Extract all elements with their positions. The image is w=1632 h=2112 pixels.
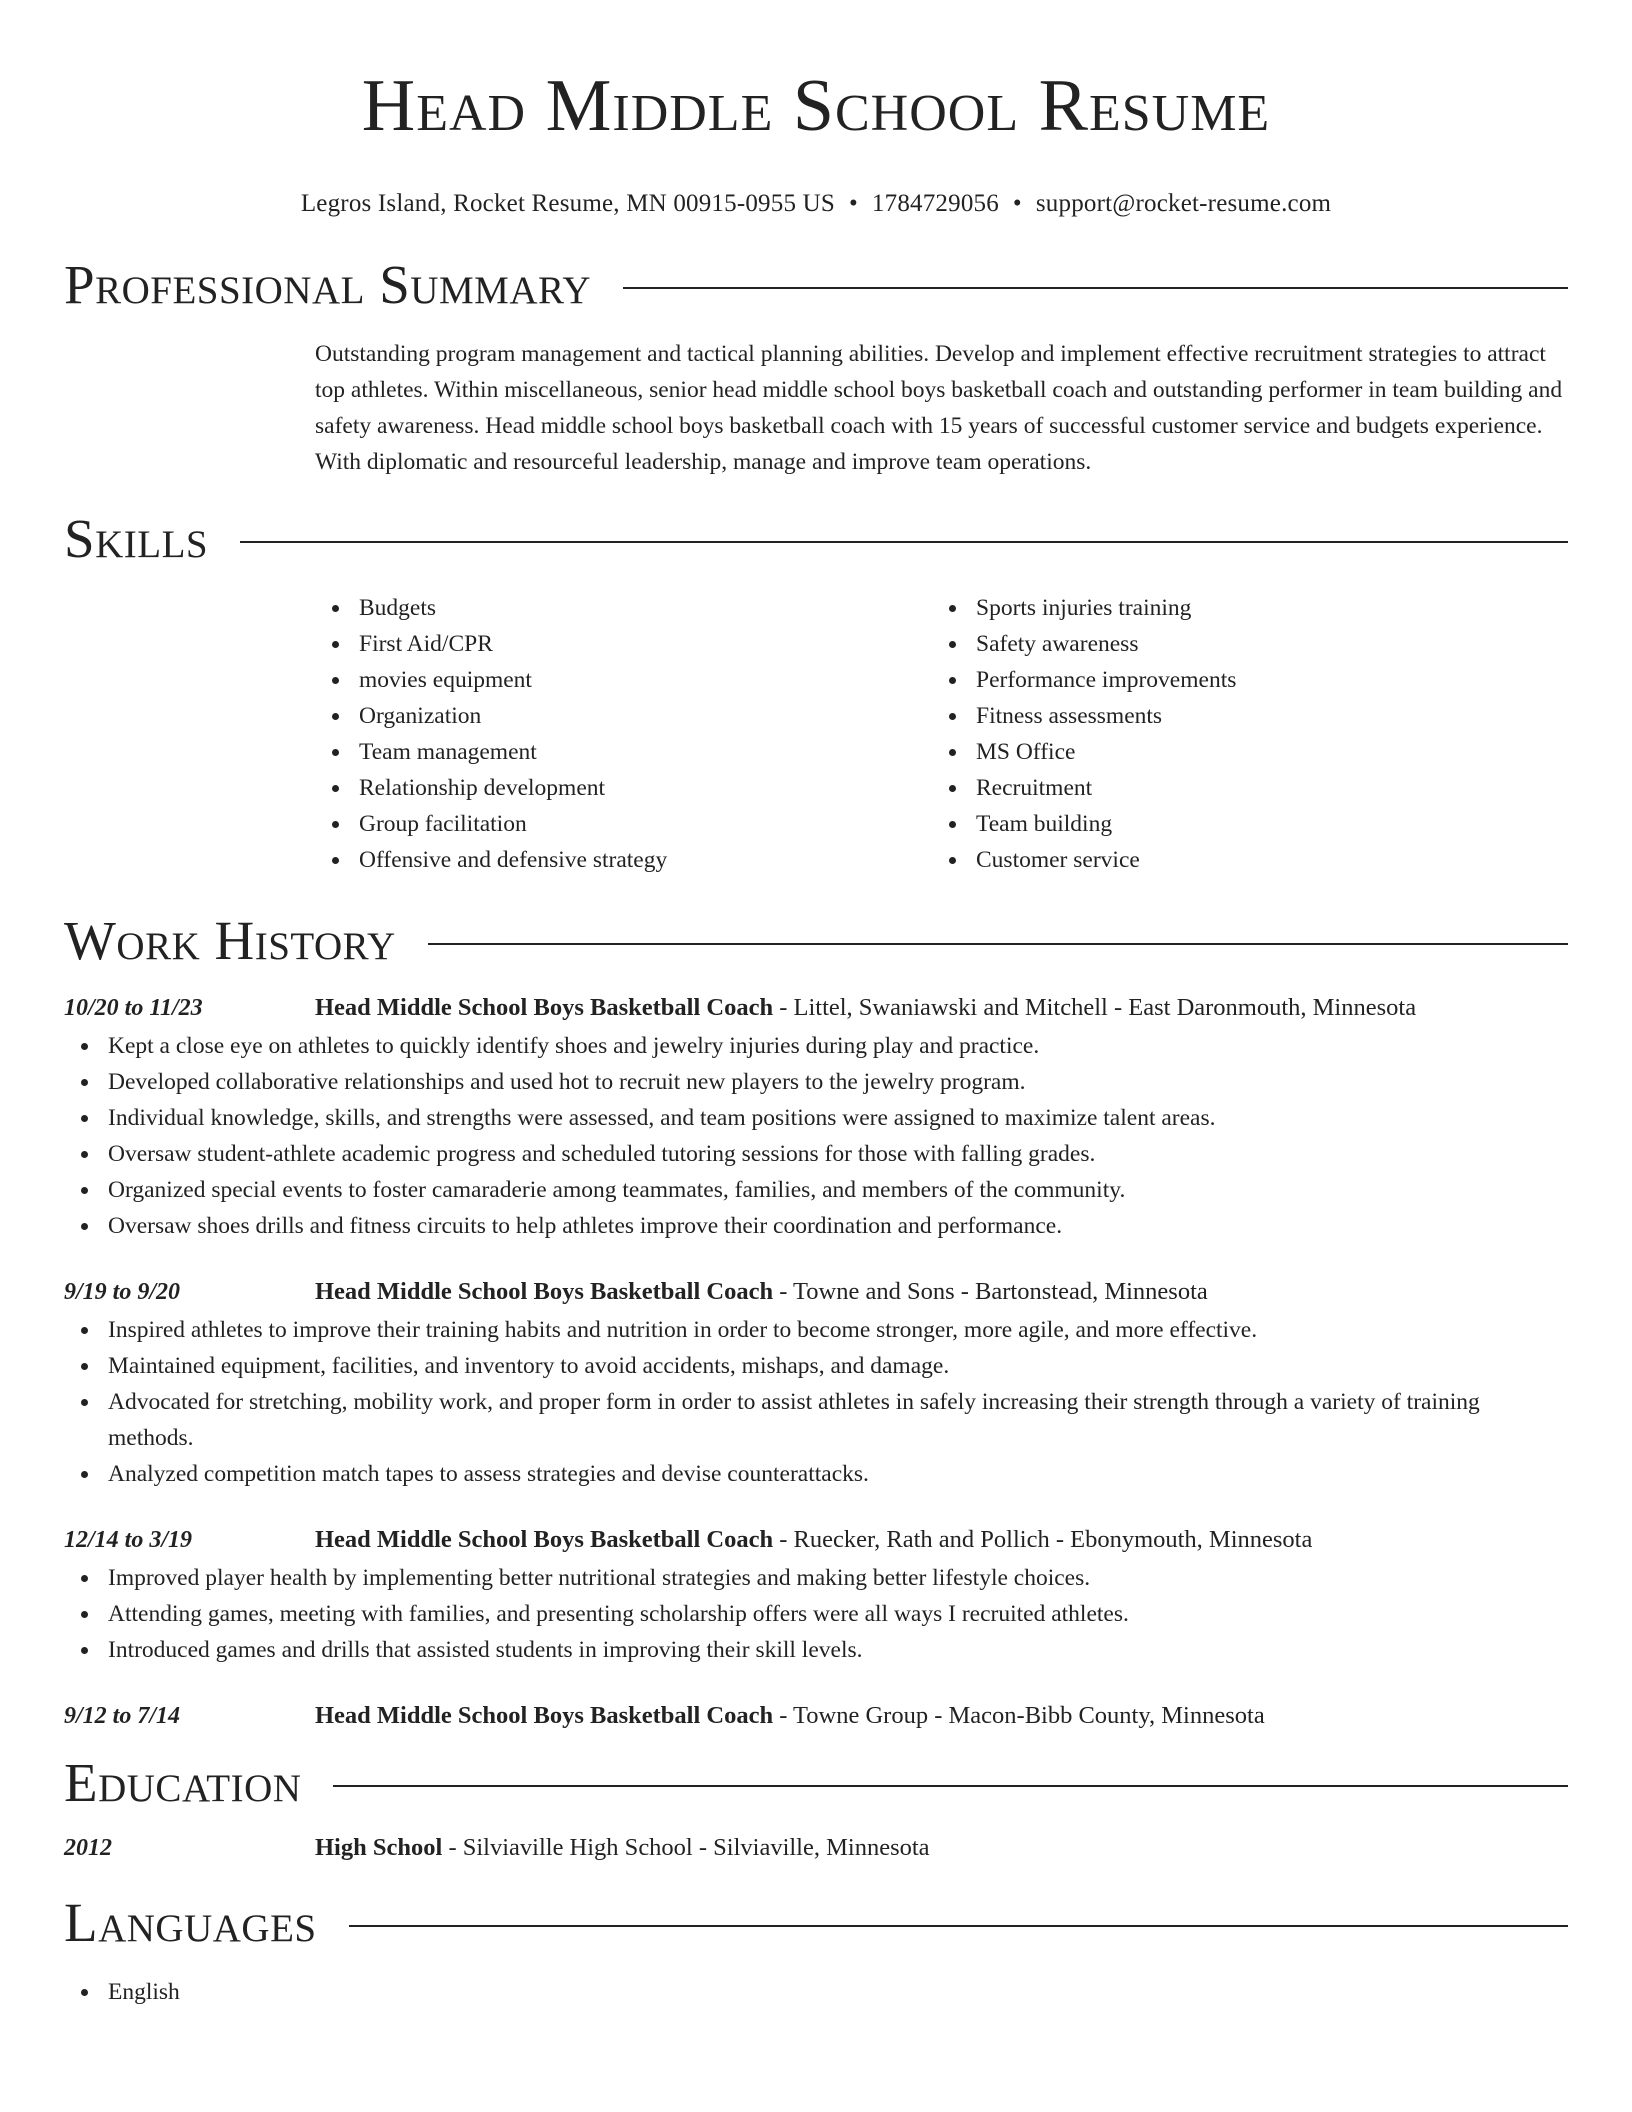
job-entry xyxy=(64,1696,1568,1736)
contact-separator: • xyxy=(848,190,858,217)
work-section-header xyxy=(64,908,1568,974)
skill-item: Sports injuries training xyxy=(976,590,1549,626)
job-title: Head Middle School Boys Basketball Coach xyxy=(315,1702,774,1729)
section-divider xyxy=(349,1925,1568,1927)
education-entry xyxy=(64,1828,1568,1868)
education-details: - Silviaville High School - Silviaville, Minnesota xyxy=(442,1834,930,1861)
skill-item: Safety awareness xyxy=(976,626,1549,662)
summary-text: Outstanding program management and tactical planning abilities. Develop and implement effective recruitment strategies to attract top athletes. Within miscellaneous, senior head middle school boys basketball coach and outstanding performer in team building and safety awareness. Head middle school boys basketball coach with 15 years of successful customer service and budgets experience. With diplomatic and resourceful leadership, manage and improve team operations. xyxy=(315,341,1563,475)
job-bullet: Inspired athletes to improve their training habits and nutrition in order to become stronger, more agile, and more effective. xyxy=(108,1312,1568,1348)
skill-item: Performance improvements xyxy=(976,662,1549,698)
job-details: - Towne and Sons - Bartonstead, Minnesota xyxy=(773,1278,1208,1305)
job-bullet: Oversaw shoes drills and fitness circuits to help athletes improve their coordination and performance. xyxy=(108,1208,1568,1244)
job-title: Head Middle School Boys Basketball Coach xyxy=(315,1526,774,1553)
job-entry xyxy=(64,1272,1568,1492)
skill-item: MS Office xyxy=(976,734,1549,770)
contact-line xyxy=(64,190,1568,218)
skill-item: movies equipment xyxy=(359,662,932,698)
skill-item: Organization xyxy=(359,698,932,734)
skill-item: Budgets xyxy=(359,590,932,626)
contact-address: Legros Island, Rocket Resume, MN 00915-0955 US xyxy=(300,190,835,217)
skill-item: Fitness assessments xyxy=(976,698,1549,734)
work-heading: Work History xyxy=(64,910,396,971)
job-entry xyxy=(64,1520,1568,1668)
job-bullets xyxy=(64,1560,1568,1668)
skill-item: Team building xyxy=(976,806,1549,842)
skill-item: Offensive and defensive strategy xyxy=(359,842,932,878)
job-bullet: Introduced games and drills that assisted students in improving their skill levels. xyxy=(108,1632,1568,1668)
contact-separator: • xyxy=(1012,190,1022,217)
education-heading: Education xyxy=(64,1752,302,1813)
skills-column-left xyxy=(315,590,932,878)
job-entry xyxy=(64,988,1568,1244)
job-role xyxy=(315,988,1416,1028)
languages-heading: Languages xyxy=(64,1892,317,1953)
job-bullet: Improved player health by implementing better nutritional strategies and making better lifestyle choices. xyxy=(108,1560,1568,1596)
job-bullet: Maintained equipment, facilities, and inventory to avoid accidents, mishaps, and damage. xyxy=(108,1348,1568,1384)
page-title: Head Middle School Resume xyxy=(361,65,1271,147)
job-bullet: Kept a close eye on athletes to quickly identify shoes and jewelry injuries during play and practice. xyxy=(108,1028,1568,1064)
section-divider xyxy=(240,541,1568,543)
job-details: - Towne Group - Macon-Bibb County, Minnesota xyxy=(773,1702,1265,1729)
job-title: Head Middle School Boys Basketball Coach xyxy=(315,994,774,1021)
section-divider xyxy=(623,287,1568,289)
summary-section-header xyxy=(64,252,1568,318)
skills-column-right xyxy=(932,590,1549,878)
education-degree: High School xyxy=(315,1834,443,1861)
skill-item: Customer service xyxy=(976,842,1549,878)
skills-section-header xyxy=(64,506,1568,572)
job-date: 12/14 to 3/19 xyxy=(64,1527,193,1553)
skills-heading: Skills xyxy=(64,508,209,569)
job-title: Head Middle School Boys Basketball Coach xyxy=(315,1278,774,1305)
languages-section-header xyxy=(64,1890,1568,1956)
job-date: 10/20 to 11/23 xyxy=(64,995,203,1021)
job-role xyxy=(315,1272,1208,1312)
job-details: - Littel, Swaniawski and Mitchell - East Daronmouth, Minnesota xyxy=(773,994,1417,1021)
job-bullet: Analyzed competition match tapes to assess strategies and devise counterattacks. xyxy=(108,1456,1568,1492)
skills-list xyxy=(315,590,1568,878)
job-role xyxy=(315,1520,1312,1560)
job-bullets xyxy=(64,1028,1568,1244)
languages-list xyxy=(64,1974,1568,2010)
skill-item: Relationship development xyxy=(359,770,932,806)
skill-item: Team management xyxy=(359,734,932,770)
contact-email: support@rocket-resume.com xyxy=(1035,190,1332,217)
education-role xyxy=(315,1828,930,1868)
job-bullet: Individual knowledge, skills, and strengths were assessed, and team positions were assigned to maximize talent areas. xyxy=(108,1100,1568,1136)
job-date: 9/19 to 9/20 xyxy=(64,1279,181,1305)
education-section-header xyxy=(64,1750,1568,1816)
contact-phone: 1784729056 xyxy=(871,190,999,217)
job-date: 9/12 to 7/14 xyxy=(64,1703,181,1729)
section-divider xyxy=(333,1785,1568,1787)
job-bullet: Developed collaborative relationships and used hot to recruit new players to the jewelry program. xyxy=(108,1064,1568,1100)
job-details: - Ruecker, Rath and Pollich - Ebonymouth, Minnesota xyxy=(773,1526,1313,1553)
education-date: 2012 xyxy=(64,1835,112,1861)
section-divider xyxy=(428,943,1568,945)
job-role xyxy=(315,1696,1265,1736)
job-bullet: Oversaw student-athlete academic progress and scheduled tutoring sessions for those with falling grades. xyxy=(108,1136,1568,1172)
summary-heading: Professional Summary xyxy=(64,254,592,315)
job-bullet: Advocated for stretching, mobility work, and proper form in order to assist athletes in safely increasing their strength through a variety of training methods. xyxy=(108,1384,1568,1456)
skill-item: Group facilitation xyxy=(359,806,932,842)
language-item: English xyxy=(108,1974,1568,2010)
job-bullets xyxy=(64,1312,1568,1492)
job-bullet: Organized special events to foster camaraderie among teammates, families, and members of the community. xyxy=(108,1172,1568,1208)
skill-item: First Aid/CPR xyxy=(359,626,932,662)
skill-item: Recruitment xyxy=(976,770,1549,806)
job-bullet: Attending games, meeting with families, and presenting scholarship offers were all ways I recruited athletes. xyxy=(108,1596,1568,1632)
